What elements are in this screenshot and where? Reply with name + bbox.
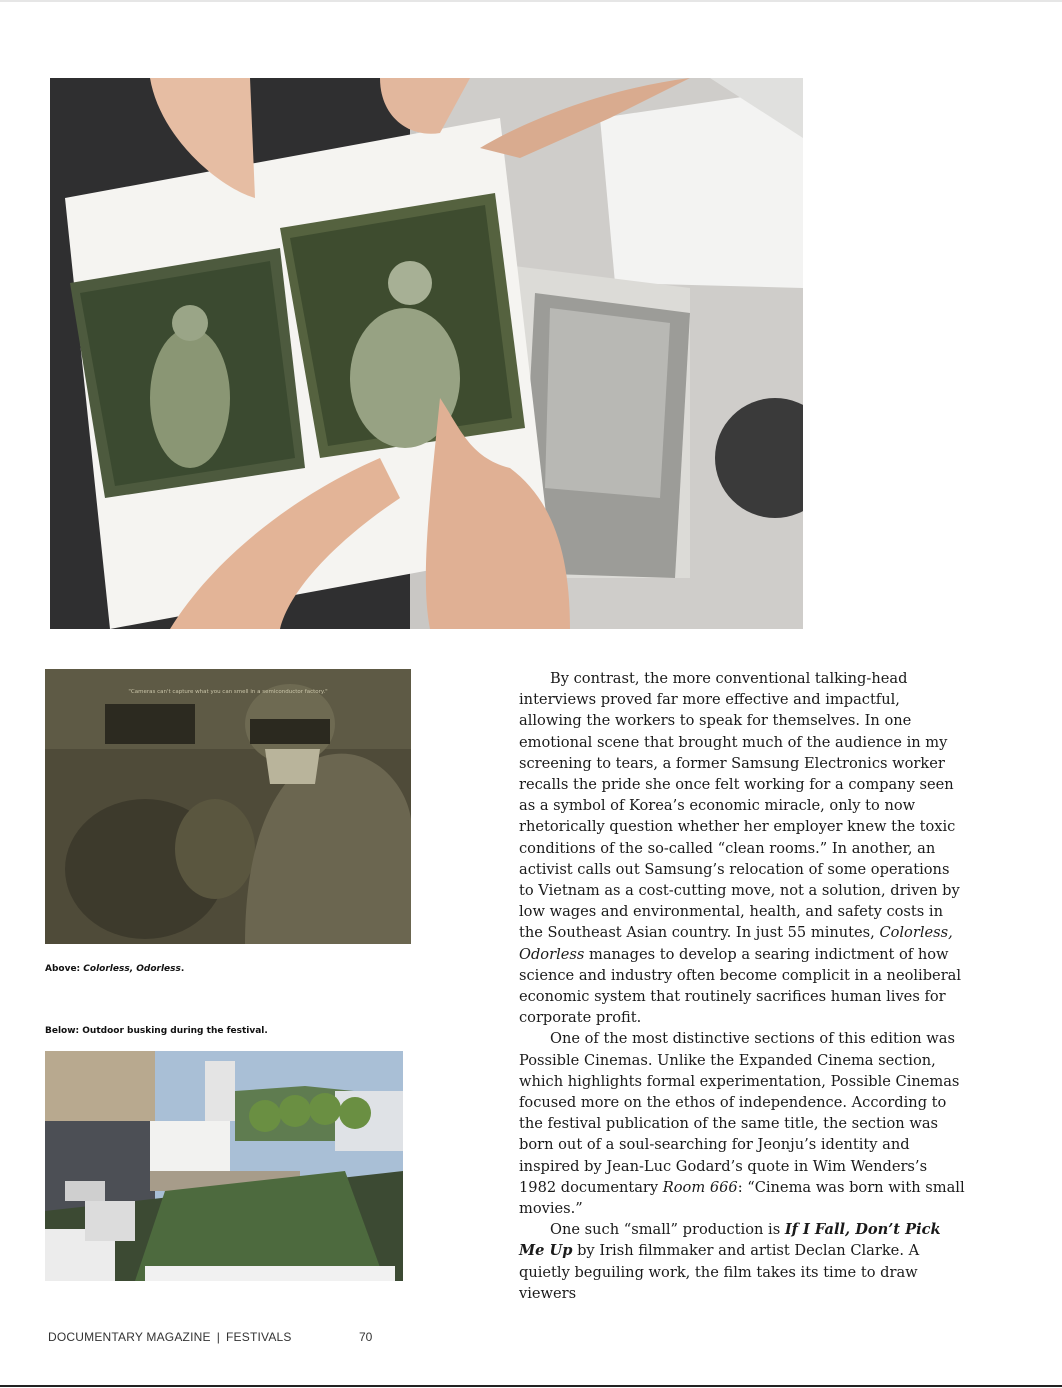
article-paragraph: By contrast, the more conventional talking-head interviews proved far more effective and impactful, allowing the workers to speak for themselves. In one emotional scene that brought much of the audience in my screening to tears, a former Samsung Electronics worker recalls the pride she once felt working for a company seen as a symbol of Korea’s economic miracle, only to now rhetorically question whether her employer knew the toxic conditions of the so-called “clean rooms.” In another, an activist calls out Samsung’s relocation of some operations to Vietnam as a cost-cutting move, not a solution, driven by low wages and environmental, health, and safety costs in the Southeast Asian country. In just 55 minutes, Colorless, Odorless manages to develop a searing indictment of how science and industry often become complicit in a neoliberal economic system that routinely sacrifices human lives for corporate profit.	[519, 670, 962, 1027]
bottom-rule	[0, 1385, 1062, 1387]
caption-below: Below: Outdoor busking during the festival.	[45, 1026, 268, 1036]
film-still-photo	[45, 669, 411, 944]
footer-section: FESTIVALS	[226, 1330, 292, 1344]
page-number: 70	[359, 1330, 373, 1344]
hero-photo	[50, 78, 803, 629]
article-paragraph: One of the most distinctive sections of this edition was Possible Cinemas. Unlike the Expanded Cinema section, which highlights formal experimentation, Possible Cinemas focused more on the ethos of independence. According to the festival publication of the same title, the section was born out of a soul-searching for Jeonju’s identity and inspired by Jean-Luc Godard’s quote in Wim Wenders’s 1982 documentary Room 666: “Cinema was born with small movies.”	[519, 1030, 965, 1218]
busking-photo	[45, 1051, 403, 1281]
article-body	[519, 668, 967, 1304]
footer-magazine: DOCUMENTARY MAGAZINE	[48, 1330, 211, 1344]
article-paragraph: One such “small” production is If I Fall, Don’t Pick Me Up by Irish filmmaker and artist Declan Clarke. A quietly beguiling work, the film takes its time to draw viewers	[519, 1221, 941, 1302]
film-still-subtitle: "Cameras can't capture what you can smell in a semiconductor factory."	[128, 689, 328, 695]
top-rule	[0, 0, 1062, 2]
footer-separator: |	[216, 1330, 221, 1344]
caption-above: Above: Colorless, Odorless.	[45, 964, 185, 974]
page-footer	[48, 1330, 292, 1344]
